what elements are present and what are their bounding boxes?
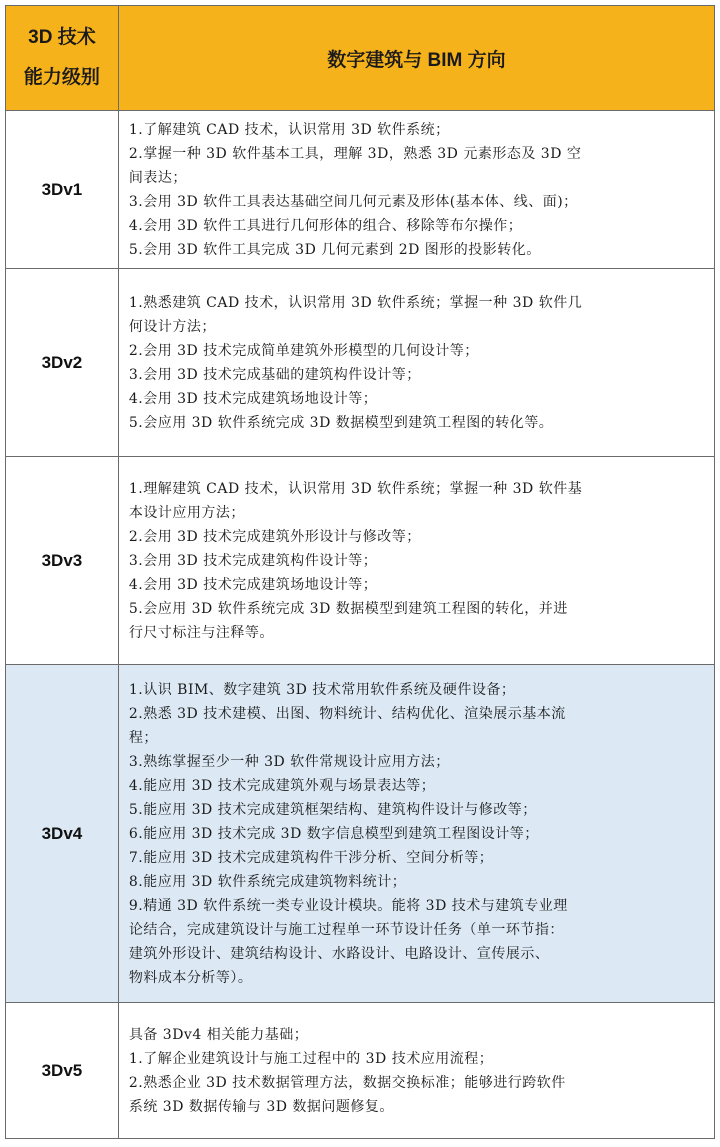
description-line: 3.熟练掌握至少一种 3D 软件常规设计应用方法； (128, 753, 450, 770)
description-line: 2.会用 3D 技术完成简单建筑外形模型的几何设计等； (128, 342, 479, 359)
description-line: 程； (128, 729, 158, 746)
description-line: 1.熟悉建筑 CAD 技术，认识常用 3D 软件系统；掌握一种 3D 软件几 (128, 294, 583, 311)
description-line: 本设计应用方法； (128, 504, 245, 521)
description-line: 5.会用 3D 软件工具完成 3D 几何元素到 2D 图形的投影转化。 (128, 241, 541, 258)
description-line: 何设计方法； (128, 318, 216, 335)
level-label: 3Dv5 (41, 1060, 83, 1080)
header-level-cell (6, 6, 119, 111)
description-line: 5.会应用 3D 软件系统完成 3D 数据模型到建筑工程图的转化，并进 (128, 600, 568, 617)
table-row-3dv1 (6, 111, 715, 269)
capability-table (5, 5, 715, 1139)
description-line: 1.了解建筑 CAD 技术，认识常用 3D 软件系统； (128, 121, 450, 138)
description-line: 物料成本分析等）。 (128, 969, 253, 986)
description-cell (119, 269, 715, 457)
description-line: 1.理解建筑 CAD 技术，认识常用 3D 软件系统；掌握一种 3D 软件基 (128, 480, 583, 497)
description-line: 2.会用 3D 技术完成建筑外形设计与修改等； (128, 528, 421, 545)
table-header-row (6, 6, 715, 111)
description-cell (119, 1003, 715, 1139)
description-line: 具备 3Dv4 相关能力基础； (128, 1026, 309, 1043)
description-line: 4.会用 3D 技术完成建筑场地设计等； (128, 576, 378, 593)
header-level-line2: 能力级别 (23, 67, 100, 88)
table-row-3dv3 (6, 457, 715, 665)
table-row-3dv2 (6, 269, 715, 457)
description-line: 系统 3D 数据传输与 3D 数据问题修复。 (128, 1098, 394, 1115)
header-level-line1: 3D 技术 (28, 27, 96, 48)
table-row-3dv4 (6, 665, 715, 1003)
description-line: 3.会用 3D 技术完成建筑构件设计等； (128, 552, 378, 569)
level-label: 3Dv2 (41, 352, 83, 372)
level-cell (6, 269, 119, 457)
description-line: 2.熟悉企业 3D 技术数据管理方法，数据交换标准；能够进行跨软件 (128, 1074, 566, 1091)
table-row-3dv5 (6, 1003, 715, 1139)
level-cell (6, 665, 119, 1003)
header-direction-title: 数字建筑与 BIM 方向 (327, 49, 506, 71)
description-cell (119, 457, 715, 665)
description-line: 7.能应用 3D 技术完成建筑构件干涉分析、空间分析等； (128, 849, 494, 866)
level-label: 3Dv3 (41, 550, 83, 570)
description-line: 2.掌握一种 3D 软件基本工具，理解 3D，熟悉 3D 元素形态及 3D 空 (128, 145, 582, 162)
description-line: 1.认识 BIM、数字建筑 3D 技术常用软件系统及硬件设备； (128, 681, 516, 698)
description-line: 6.能应用 3D 技术完成 3D 数字信息模型到建筑工程图设计等； (128, 825, 539, 842)
description-line: 4.能应用 3D 技术完成建筑外观与场景表达等； (128, 777, 436, 794)
description-line: 间表达； (128, 169, 187, 186)
description-line: 8.能应用 3D 软件系统完成建筑物料统计； (128, 873, 407, 890)
level-label: 3Dv4 (41, 823, 83, 843)
description-line: 3.会用 3D 技术完成基础的建筑构件设计等； (128, 366, 421, 383)
level-cell (6, 1003, 119, 1139)
description-line: 9.精通 3D 软件系统一类专业设计模块。能将 3D 技术与建筑专业理 (128, 897, 568, 914)
description-line: 5.会应用 3D 软件系统完成 3D 数据模型到建筑工程图的转化等。 (128, 414, 554, 431)
description-line: 建筑外形设计、建筑结构设计、水路设计、电路设计、宣传展示、 (128, 945, 550, 962)
description-line: 4.会用 3D 软件工具进行几何形体的组合、移除等布尔操作； (128, 217, 523, 234)
level-label: 3Dv1 (41, 179, 83, 199)
description-line: 论结合，完成建筑设计与施工过程单一环节设计任务（单一环节指： (128, 921, 564, 938)
description-line: 4.会用 3D 技术完成建筑场地设计等； (128, 390, 378, 407)
description-line: 行尺寸标注与注释等。 (128, 624, 274, 641)
description-line: 1.了解企业建筑设计与施工过程中的 3D 技术应用流程； (128, 1050, 494, 1067)
description-cell (119, 665, 715, 1003)
level-cell (6, 111, 119, 269)
header-direction-cell (119, 6, 715, 111)
description-cell (119, 111, 715, 269)
description-line: 5.能应用 3D 技术完成建筑框架结构、建筑构件设计与修改等； (128, 801, 537, 818)
description-line: 3.会用 3D 软件工具表达基础空间几何元素及形体(基本体、线、面)； (128, 193, 578, 210)
level-cell (6, 457, 119, 665)
description-line: 2.熟悉 3D 技术建模、出图、物料统计、结构优化、渲染展示基本流 (128, 705, 566, 722)
